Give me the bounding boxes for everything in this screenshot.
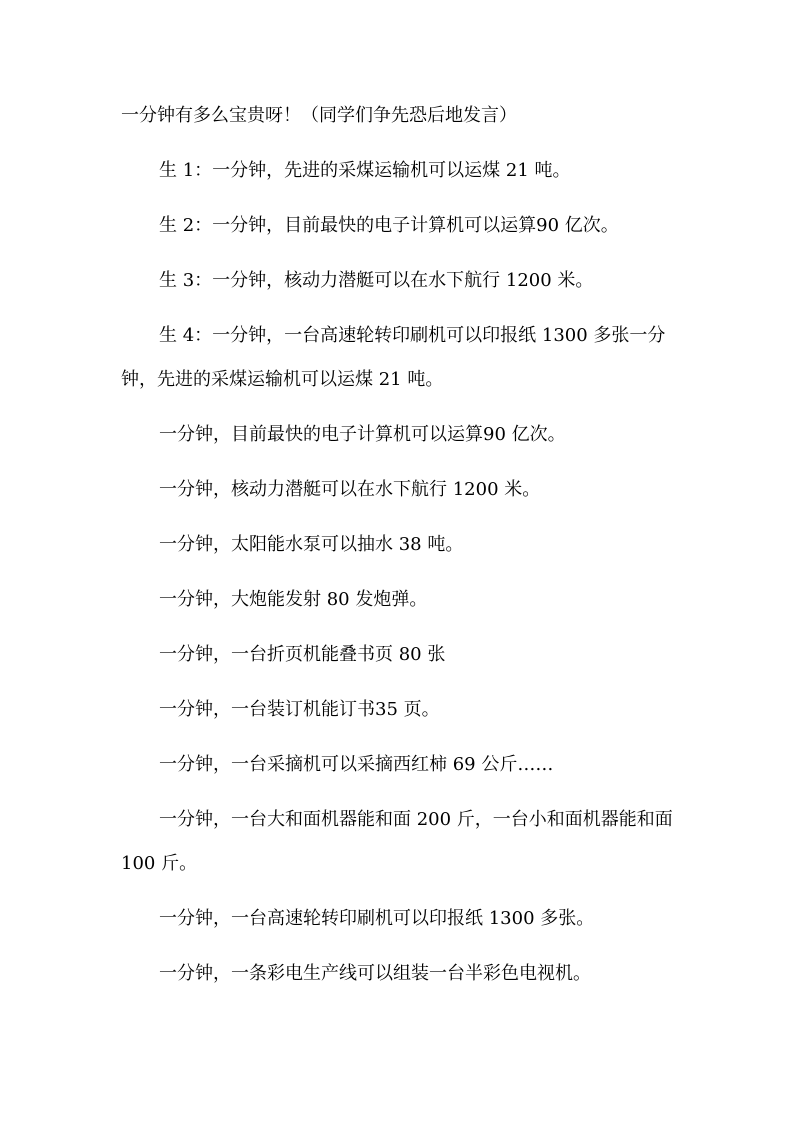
text-line: 钟，先进的采煤运输机可以运煤 21 吨。 bbox=[121, 369, 444, 390]
text-line: 一分钟，大炮能发射 80 发炮弹。 bbox=[159, 589, 428, 610]
text-line: 生 1：一分钟，先进的采煤运输机可以运煤 21 吨。 bbox=[159, 160, 571, 181]
text-line: 100 斤。 bbox=[121, 853, 198, 874]
text-line: 一分钟，一条彩电生产线可以组装一台半彩色电视机。 bbox=[159, 963, 591, 984]
text-line: 一分钟，一台大和面机器能和面 200 斤，一台小和面机器能和面 bbox=[159, 809, 673, 830]
text-line: 一分钟，一台装订机能订书35 页。 bbox=[159, 699, 440, 720]
text-line: 一分钟，一台高速轮转印刷机可以印报纸 1300 多张。 bbox=[159, 908, 595, 929]
text-line: 一分钟有多么宝贵呀！（同学们争先恐后地发言） bbox=[121, 105, 517, 126]
text-line: 一分钟，太阳能水泵可以抽水 38 吨。 bbox=[159, 534, 464, 555]
text-line: 生 4：一分钟，一台高速轮转印刷机可以印报纸 1300 多张一分 bbox=[159, 325, 666, 346]
text-line: 一分钟，一台折页机能叠书页 80 张 bbox=[159, 644, 446, 665]
text-line: 生 2：一分钟，目前最快的电子计算机可以运算90 亿次。 bbox=[159, 215, 619, 236]
text-line: 一分钟，目前最快的电子计算机可以运算90 亿次。 bbox=[159, 424, 566, 445]
text-line: 一分钟，核动力潜艇可以在水下航行 1200 米。 bbox=[159, 479, 541, 500]
text-line: 生 3：一分钟，核动力潜艇可以在水下航行 1200 米。 bbox=[159, 270, 594, 291]
text-line: 一分钟，一台采摘机可以采摘西红柿 69 公斤…… bbox=[159, 754, 554, 775]
